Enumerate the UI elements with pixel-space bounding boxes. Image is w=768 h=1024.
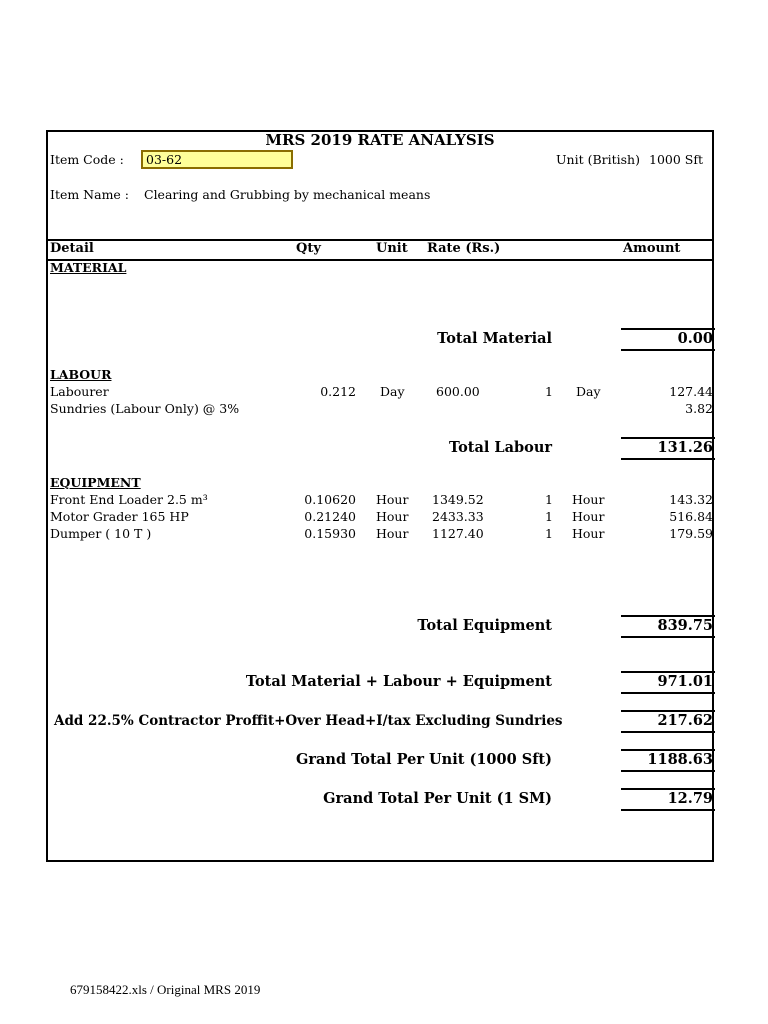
- labour-row-per-unit: Day: [576, 384, 601, 399]
- grand-total-sft-label: Grand Total Per Unit (1000 Sft): [296, 751, 552, 768]
- profit-label: Add 22.5% Contractor Proffit+Over Head+I/tax Excluding Sundries: [54, 713, 563, 729]
- total-equipment-value: 839.75: [657, 617, 713, 634]
- equipment-row-qty: 0.21240: [304, 509, 356, 524]
- unit-label: Unit (British): [556, 152, 640, 167]
- equipment-row-unit: Hour: [376, 509, 409, 524]
- equipment-row-qty: 0.15930: [304, 526, 356, 541]
- rate-analysis-sheet: [46, 130, 714, 862]
- total-equipment-label: Total Equipment: [417, 617, 552, 634]
- col-unit: Unit: [376, 241, 408, 256]
- equipment-row-per-unit: Hour: [572, 509, 605, 524]
- labour-row-detail: Labourer: [50, 384, 109, 399]
- labour-row-detail: Sundries (Labour Only) @ 3%: [50, 401, 240, 416]
- col-rate: Rate (Rs.): [427, 241, 501, 256]
- labour-row-unit: Day: [380, 384, 405, 399]
- equipment-row-per: 1: [545, 492, 553, 507]
- equipment-row-qty: 0.10620: [304, 492, 356, 507]
- footer-filename: 679158422.xls / Original MRS 2019: [70, 982, 261, 997]
- equipment-row-per-unit: Hour: [572, 526, 605, 541]
- col-amount: Amount: [623, 241, 681, 256]
- equipment-row-unit: Hour: [376, 526, 409, 541]
- total-mle-label: Total Material + Labour + Equipment: [245, 673, 552, 690]
- labour-row-per: 1: [545, 384, 553, 399]
- equipment-row-per: 1: [545, 526, 553, 541]
- grand-total-sm-value: 12.79: [667, 790, 713, 807]
- labour-row-rate: 600.00: [436, 384, 480, 399]
- item-name-label: Item Name :: [50, 187, 130, 202]
- labour-row-qty: 0.212: [320, 384, 356, 399]
- equipment-row-rate: 1127.40: [432, 526, 484, 541]
- total-material-label: Total Material: [437, 330, 552, 347]
- equipment-row-detail: Front End Loader 2.5 m³: [50, 492, 208, 507]
- equipment-heading: EQUIPMENT: [50, 475, 141, 490]
- equipment-row-detail: Dumper ( 10 T ): [50, 526, 152, 541]
- sheet-title: MRS 2019 RATE ANALYSIS: [265, 131, 495, 149]
- equipment-row-amount: 179.59: [669, 526, 713, 541]
- grand-total-sm-label: Grand Total Per Unit (1 SM): [323, 790, 552, 807]
- unit-value: 1000 Sft: [649, 152, 703, 167]
- labour-row-amount: 127.44: [669, 384, 713, 399]
- equipment-row-per: 1: [545, 509, 553, 524]
- item-code-label: Item Code :: [50, 152, 124, 167]
- col-qty: Qty: [296, 241, 321, 256]
- grand-total-sft-value: 1188.63: [647, 751, 713, 768]
- material-heading: MATERIAL: [50, 260, 127, 275]
- labour-heading: LABOUR: [50, 367, 112, 382]
- col-detail: Detail: [50, 241, 94, 256]
- equipment-row-amount: 143.32: [669, 492, 713, 507]
- total-mle-value: 971.01: [657, 673, 713, 690]
- total-labour-label: Total Labour: [448, 439, 552, 456]
- equipment-row-detail: Motor Grader 165 HP: [50, 509, 189, 524]
- equipment-row-unit: Hour: [376, 492, 409, 507]
- total-labour-value: 131.26: [657, 439, 713, 456]
- header-bottom-rule: [48, 259, 712, 261]
- item-name: Clearing and Grubbing by mechanical means: [144, 187, 431, 202]
- item-code-field[interactable]: 03-62: [141, 150, 293, 169]
- profit-value: 217.62: [657, 712, 713, 729]
- labour-row-amount: 3.82: [685, 401, 713, 416]
- equipment-row-amount: 516.84: [669, 509, 713, 524]
- equipment-row-rate: 2433.33: [432, 509, 484, 524]
- equipment-row-per-unit: Hour: [572, 492, 605, 507]
- total-material-value: 0.00: [677, 330, 713, 347]
- equipment-row-rate: 1349.52: [432, 492, 484, 507]
